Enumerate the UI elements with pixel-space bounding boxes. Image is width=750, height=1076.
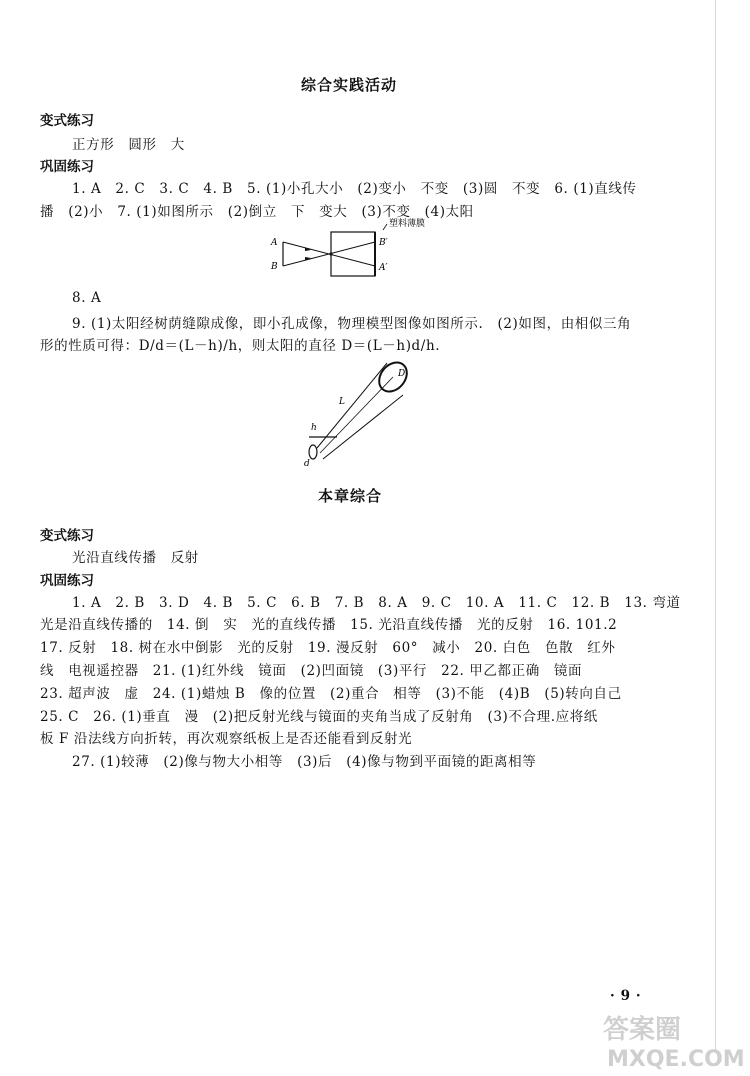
answer-line: 25. C 26. (1)垂直 漫 (2)把反射光线与镜面的夹角当成了反射角 (3)不合理.应将纸	[40, 709, 598, 725]
label-b-right: B′	[379, 238, 388, 248]
answer-line: 线 电视遥控器 21. (1)红外线 镜面 (2)凹面镜 (3)平行 22. 甲乙都正确 镜面	[40, 663, 583, 679]
bianshi-answer-2: 光沿直线传播 反射	[72, 550, 199, 566]
label-l: L	[339, 397, 345, 407]
answer-line: 17. 反射 18. 树在水中倒影 光的反射 19. 漫反射 60° 减小 20. 白色 色散 红外	[40, 640, 616, 656]
bianshi-label-2: 变式练习	[40, 528, 94, 544]
image-spot	[309, 445, 317, 459]
answer-line: 9. (1)太阳经树荫缝隙成像，即小孔成像，物理模型图像如图所示. (2)如图，由相似三角	[72, 316, 632, 332]
bianshi-label-1: 变式练习	[40, 113, 94, 129]
watermark-logo	[595, 1010, 745, 1072]
film-label: 塑料薄膜	[389, 219, 425, 229]
section-title-chapter-review: 本章综合	[318, 487, 383, 505]
gonggu-label-2: 巩固练习	[40, 573, 94, 589]
answer-line: 8. A	[72, 290, 102, 306]
cone-right	[323, 395, 403, 459]
label-a-left: A	[271, 238, 278, 248]
sun-image-figure	[295, 355, 420, 467]
answer-line: 形的性质可得：D/d＝(L－h)/h，则太阳的直径 D＝(L－h)d/h.	[40, 338, 441, 354]
box-outline	[331, 232, 375, 276]
answer-line: 1. A 2. C 3. C 4. B 5. (1)小孔大小 (2)变小 不变 (3)圆 不变 6. (1)直线传	[72, 181, 637, 197]
pinhole-figure	[265, 218, 425, 280]
watermark-line1: 答案圈	[603, 1015, 682, 1045]
answer-line: 23. 超声波 虚 24. (1)蜡烛 B 像的位置 (2)重合 相等 (3)不能 (4)B (5)转向自己	[40, 686, 622, 702]
answer-line: 播 (2)小 7. (1)如图所示 (2)倒立 下 变大 (3)不变 (4)太阳	[40, 204, 474, 220]
answer-line: 光是沿直线传播的 14. 倒 实 光的直线传播 15. 光沿直线传播 光的反射 16. 101.2	[40, 617, 618, 633]
answer-line: 板 F 沿法线方向折转，再次观察纸板上是否还能看到反射光	[40, 731, 413, 747]
label-a-right: A′	[379, 263, 388, 273]
gonggu-label-1: 巩固练习	[40, 159, 94, 175]
pinhole	[329, 252, 332, 255]
page-number: · 9 ·	[610, 988, 642, 1004]
section-title-practice: 综合实践活动	[301, 76, 398, 94]
label-sun-d: D	[398, 369, 406, 379]
page-edge-rule	[715, 0, 716, 1050]
film-pointer	[383, 224, 387, 230]
label-b-left: B	[271, 262, 278, 272]
label-image-d: d	[304, 459, 310, 467]
answer-line: 1. A 2. B 3. D 4. B 5. C 6. B 7. B 8. A 9. C 10. A 11. C 12. B 13. 弯道	[72, 595, 681, 611]
answer-line: 27. (1)较薄 (2)像与物大小相等 (3)后 (4)像与物到平面镜的距离相等	[72, 754, 537, 770]
watermark-line2: MXQE.COM	[607, 1047, 745, 1072]
bianshi-answer-1: 正方形 圆形 大	[72, 137, 185, 153]
label-h: h	[311, 423, 317, 433]
